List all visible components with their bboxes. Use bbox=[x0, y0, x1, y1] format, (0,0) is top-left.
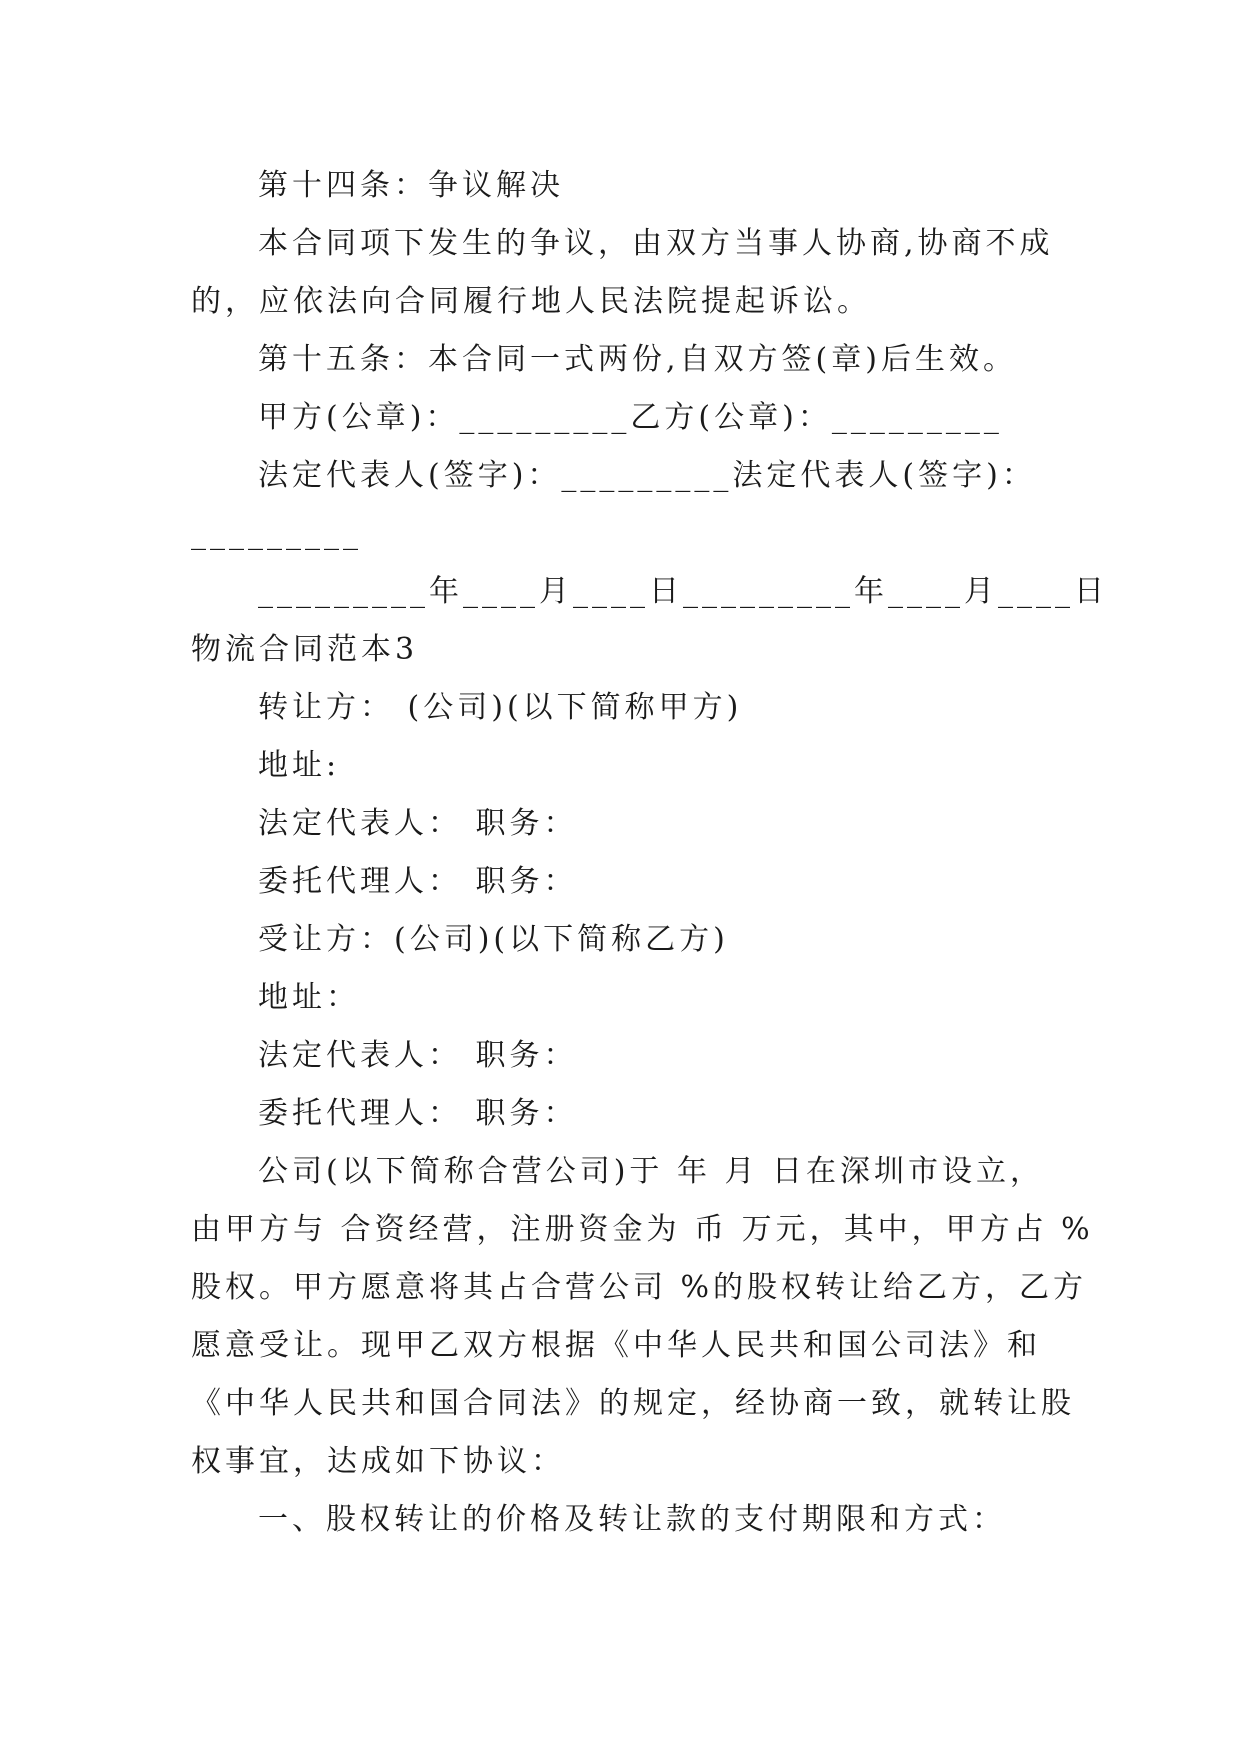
paragraph-line: 股权。甲方愿意将其占合营公司 %的股权转让给乙方，乙方 bbox=[191, 1270, 1088, 1305]
paragraph-line: 本合同项下发生的争议，由双方当事人协商,协商不成 bbox=[258, 226, 1054, 261]
paragraph-line: 《中华人民共和国合同法》的规定，经协商一致，就转让股 bbox=[191, 1386, 1075, 1421]
paragraph-line: 公司(以下简称合营公司)于 年 月 日在深圳市设立， bbox=[258, 1154, 1045, 1189]
article-14-heading: 第十四条：争议解决 bbox=[258, 168, 564, 203]
signature-blank-line: _________ bbox=[191, 516, 362, 551]
address-line: 地址: bbox=[258, 748, 341, 783]
authorized-agent-line: 委托代理人： 职务： bbox=[258, 1096, 578, 1131]
legal-representative-line: 法定代表人： 职务： bbox=[258, 806, 578, 841]
transferee-line: 受让方：(公司)(以下简称乙方) bbox=[258, 922, 729, 957]
transferor-line: 转让方： (公司)(以下简称甲方) bbox=[258, 690, 743, 725]
legal-representative-line: 法定代表人： 职务： bbox=[258, 1038, 578, 1073]
signature-seal-line: 甲方(公章)：_________乙方(公章)：_________ bbox=[258, 400, 1003, 435]
date-line: _________年____月____日_________年____月____日 bbox=[258, 574, 1108, 609]
signature-representative-line: 法定代表人(签字)：_________法定代表人(签字)： bbox=[258, 458, 1036, 493]
section-title: 物流合同范本3 bbox=[191, 632, 419, 667]
paragraph-line: 的，应依法向合同履行地人民法院提起诉讼。 bbox=[191, 284, 871, 319]
article-15-line: 第十五条：本合同一式两份,自双方签(章)后生效。 bbox=[258, 342, 1017, 377]
authorized-agent-line: 委托代理人： 职务： bbox=[258, 864, 578, 899]
paragraph-line: 愿意受让。现甲乙双方根据《中华人民共和国公司法》和 bbox=[191, 1328, 1041, 1363]
paragraph-line: 权事宜，达成如下协议： bbox=[191, 1444, 565, 1479]
clause-1-heading: 一、股权转让的价格及转让款的支付期限和方式： bbox=[258, 1502, 1006, 1537]
address-line: 地址： bbox=[258, 980, 360, 1015]
paragraph-line: 由甲方与 合资经营，注册资金为 币 万元，其中，甲方占 % bbox=[191, 1212, 1094, 1247]
